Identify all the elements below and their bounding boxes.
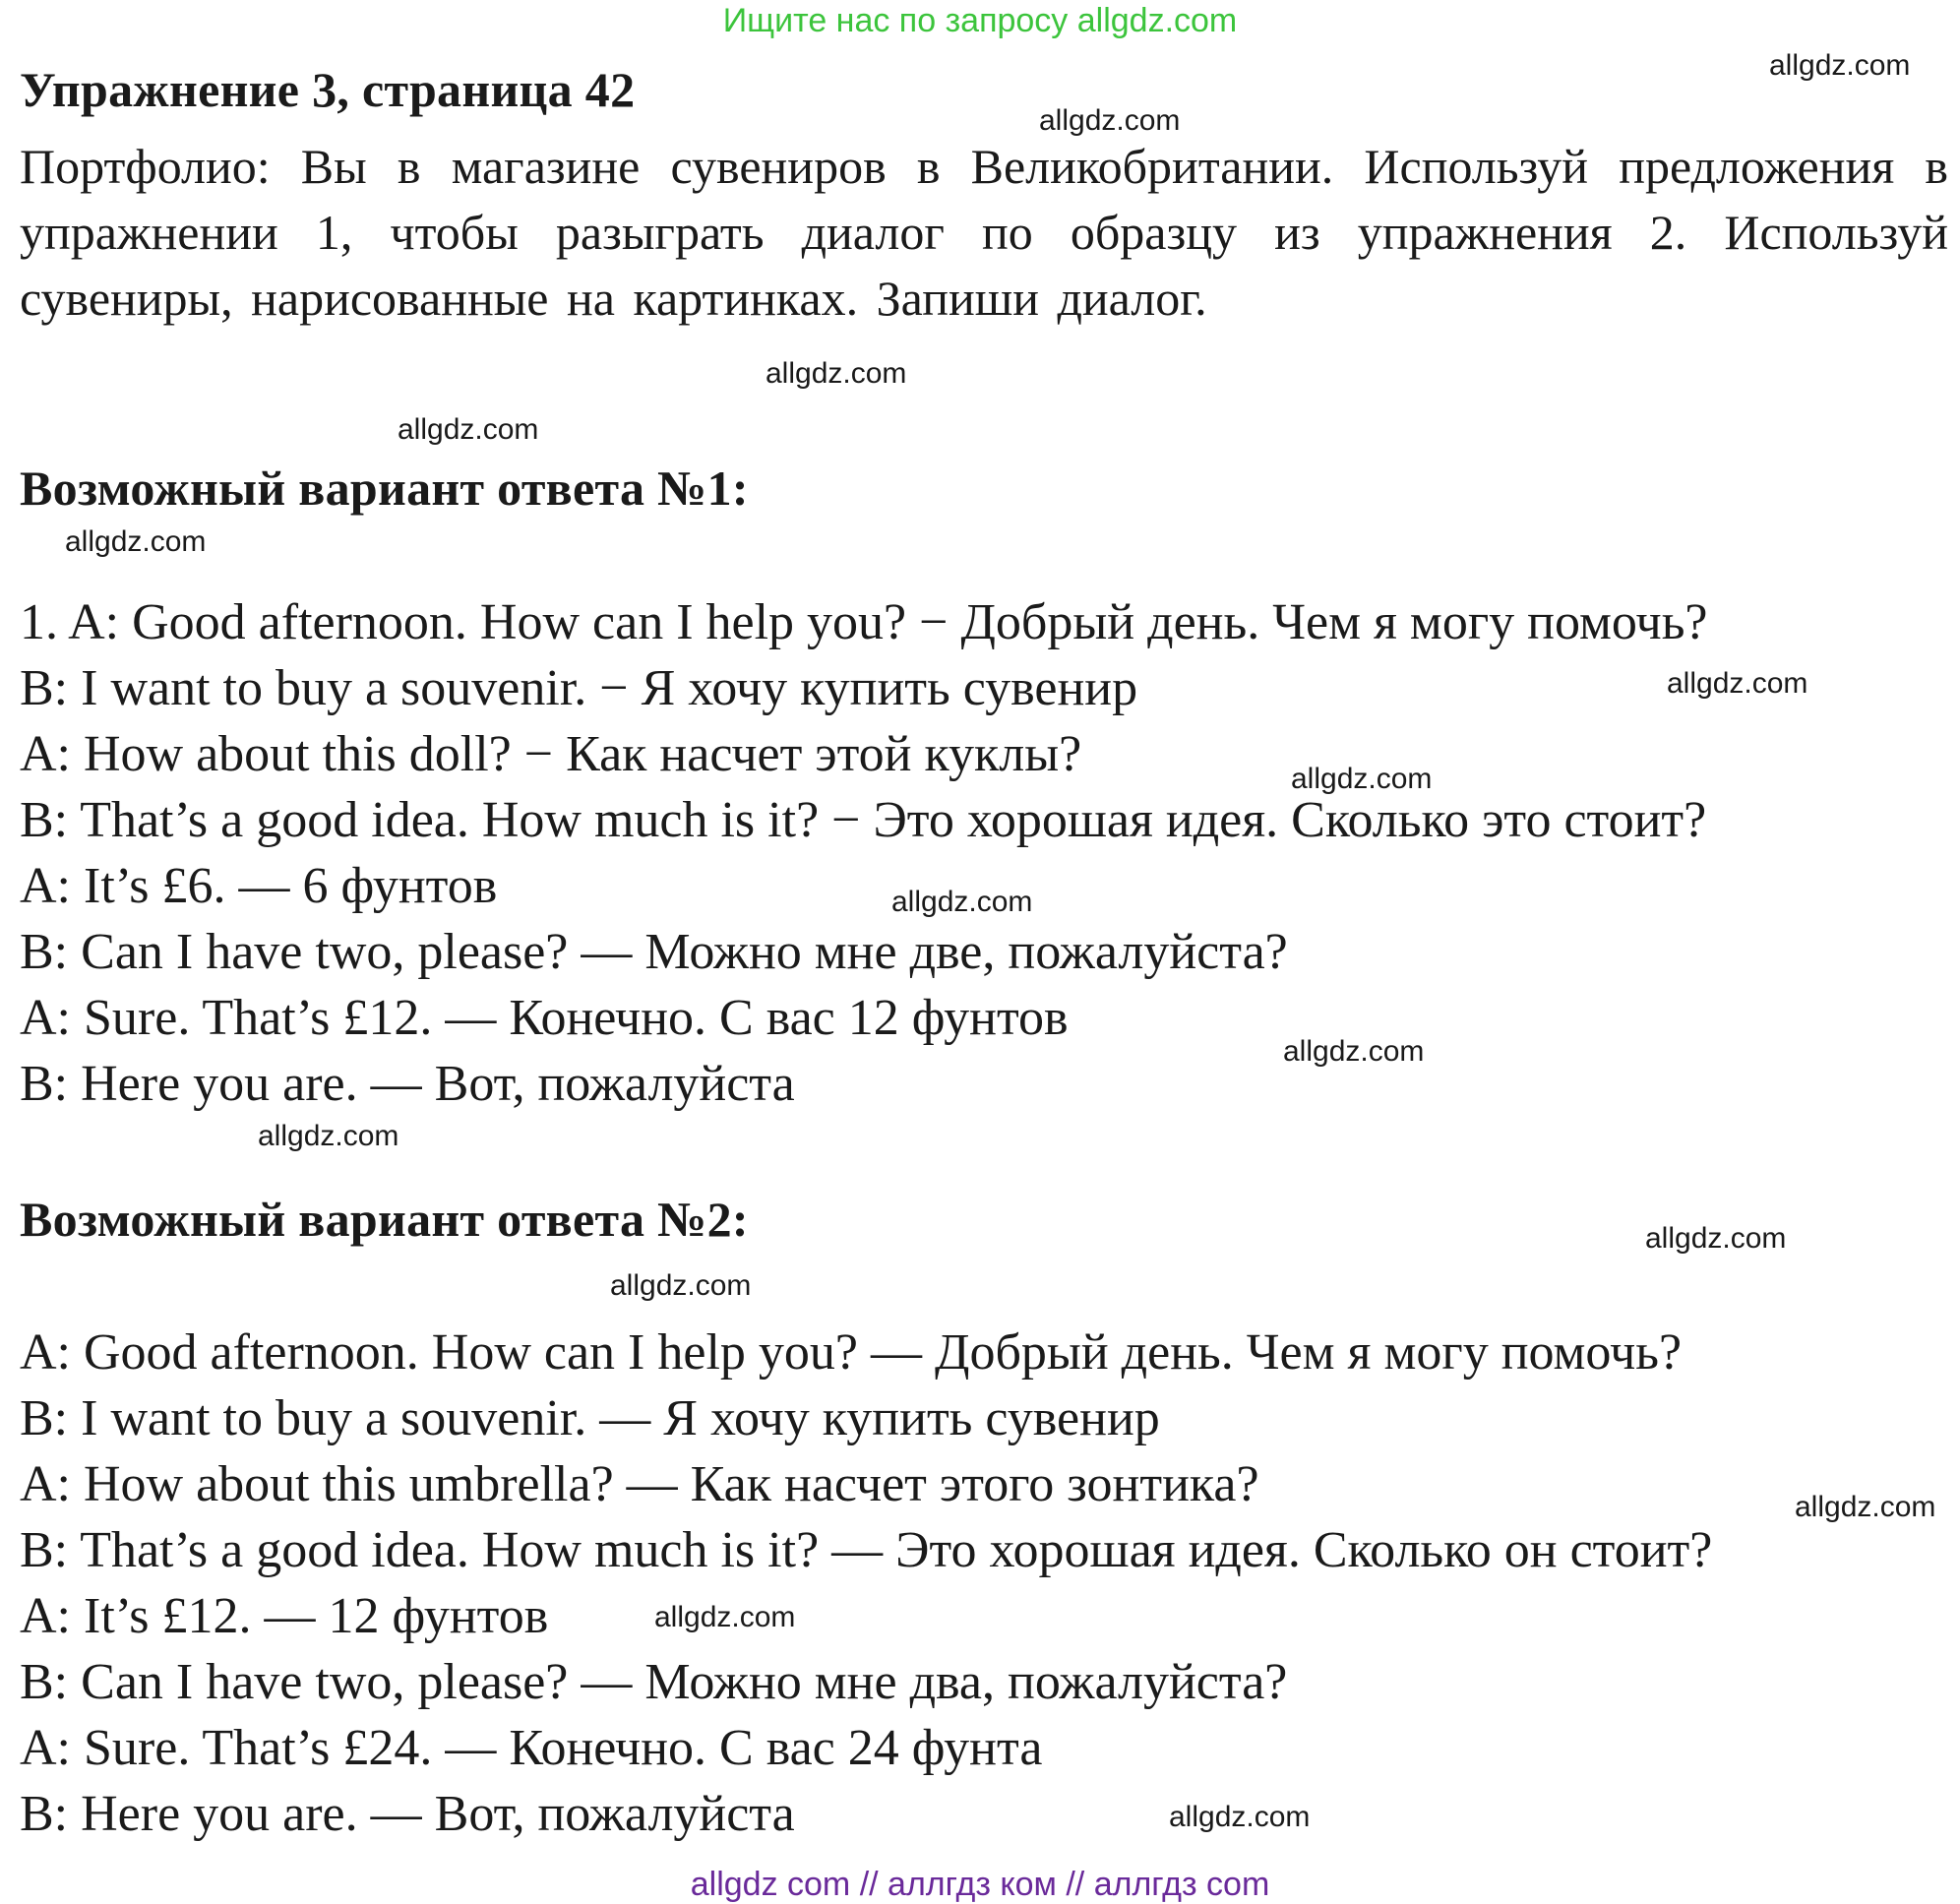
variant-2-heading: Возможный вариант ответа №2: (20, 1192, 749, 1247)
variant-1-heading: Возможный вариант ответа №1: (20, 461, 749, 516)
dialog-line: A: How about this umbrella? — Как насчет этого зонтика? (20, 1456, 1259, 1512)
watermark: allgdz.com (1769, 49, 1911, 82)
exercise-title: Упражнение 3, страница 42 (20, 62, 636, 117)
dialog-line: A: Sure. That’s £12. — Конечно. С вас 12 фунтов (20, 990, 1069, 1046)
watermark: allgdz.com (1169, 1801, 1311, 1833)
dialog-line: B: I want to buy a souvenir. — Я хочу купить сувенир (20, 1390, 1160, 1446)
dialog-line: A: Good afternoon. How can I help you? — Добрый день. Чем я могу помочь? (20, 1324, 1683, 1381)
watermark: allgdz.com (610, 1269, 752, 1302)
watermark: allgdz.com (1283, 1035, 1425, 1068)
task-text: Портфолио: Вы в магазине сувениров в Великобритании. Используй предложения в упражнении 1, чтобы разыграть диалог по образцу из упражнения 2. Используй сувениры, нарисованные на картинках. Запиши диалог. (20, 139, 1948, 326)
dialog-line: A: It’s £12. — 12 фунтов (20, 1588, 549, 1644)
dialog-line: A: Sure. That’s £24. — Конечно. С вас 24 фунта (20, 1720, 1043, 1776)
dialog-line: 1. A: Good afternoon. How can I help you? − Добрый день. Чем я могу помочь? (20, 594, 1708, 650)
watermark: allgdz.com (1795, 1491, 1936, 1523)
site-footer: allgdz com // аллгдз ком // аллгдз com (690, 1866, 1270, 1903)
watermark: allgdz.com (654, 1601, 796, 1633)
dialog-line: B: That’s a good idea. How much is it? — Это хорошая идея. Сколько он стоит? (20, 1522, 1713, 1578)
watermark: allgdz.com (766, 357, 907, 390)
dialog-line: B: Can I have two, please? — Можно мне два, пожалуйста? (20, 1654, 1288, 1710)
dialog-line: B: That’s a good idea. How much is it? − Это хорошая идея. Сколько это стоит? (20, 792, 1707, 848)
dialog-line: B: Can I have two, please? — Можно мне две, пожалуйста? (20, 924, 1288, 980)
dialog-line: B: Here you are. — Вот, пожалуйста (20, 1056, 795, 1112)
dialog-line: A: It’s £6. — 6 фунтов (20, 858, 498, 914)
dialog-line: B: Here you are. — Вот, пожалуйста (20, 1786, 795, 1842)
watermark: allgdz.com (891, 886, 1033, 918)
watermark: allgdz.com (1039, 104, 1181, 137)
site-banner: Ищите нас по запросу allgdz.com (722, 2, 1238, 39)
watermark: allgdz.com (1645, 1222, 1787, 1255)
watermark: allgdz.com (65, 525, 207, 558)
watermark: allgdz.com (258, 1120, 399, 1152)
dialog-line: B: I want to buy a souvenir. − Я хочу купить сувенир (20, 660, 1138, 716)
watermark: allgdz.com (398, 413, 539, 446)
watermark: allgdz.com (1667, 667, 1808, 700)
dialog-line: A: How about this doll? − Как насчет этой куклы? (20, 726, 1082, 782)
watermark: allgdz.com (1291, 763, 1433, 795)
